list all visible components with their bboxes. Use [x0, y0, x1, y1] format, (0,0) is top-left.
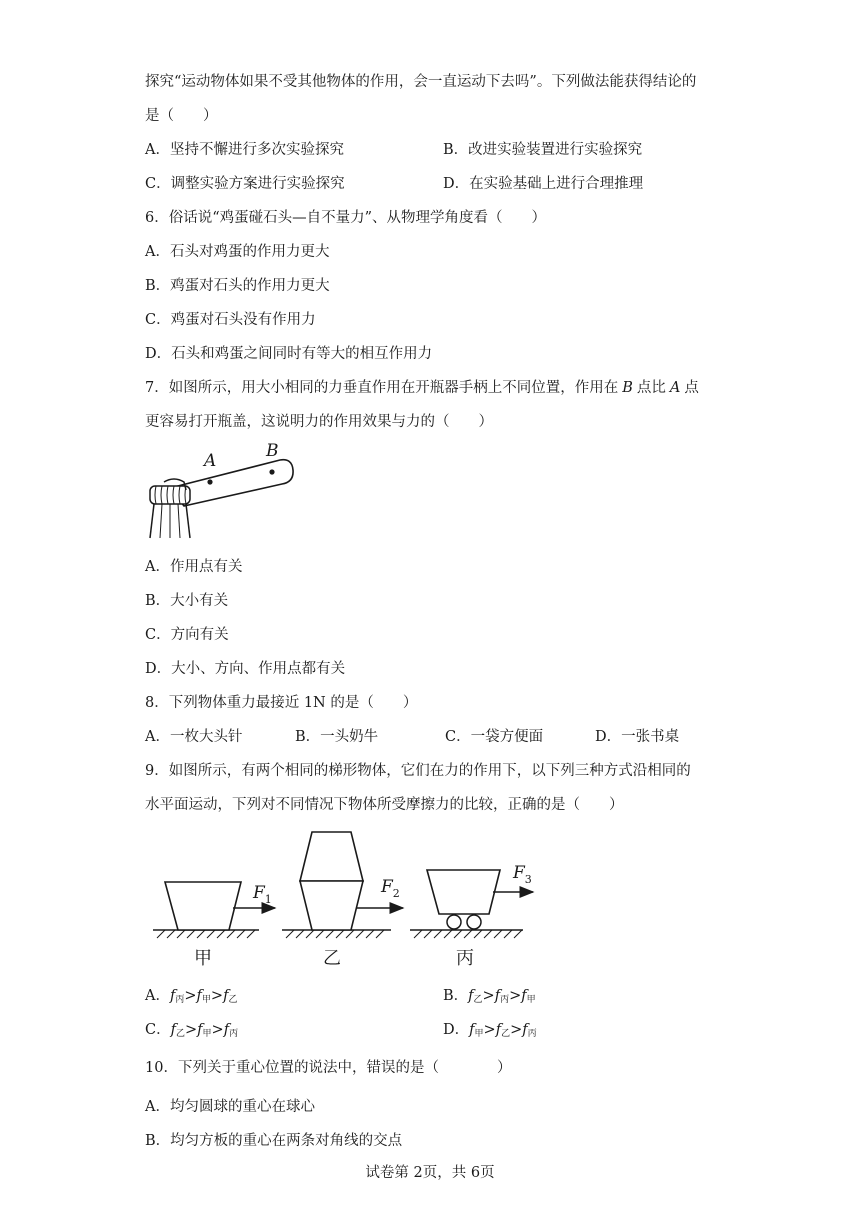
q9-d-prefix: D． [443, 1022, 470, 1038]
label-jia: 甲 [194, 948, 212, 969]
trapezoid-jia [165, 882, 241, 930]
friction-f: f [469, 1022, 475, 1038]
q8-option-c: C．一袋方便面 [445, 729, 544, 745]
friction-f: f [223, 1022, 230, 1038]
bottle-neck-left [150, 504, 154, 538]
friction-f: f [197, 1022, 203, 1038]
friction-sub: 甲 [474, 1029, 484, 1039]
q5-option-d: D．在实验基础上进行合理推理 [443, 176, 644, 192]
friction-sub: 乙 [473, 995, 483, 1005]
friction-sub: 乙 [228, 995, 238, 1005]
q7-stem-line1 [145, 378, 699, 398]
wheel-right [467, 915, 481, 929]
bottle-opener-figure [140, 438, 310, 543]
q6-option-c: C．鸡蛋对石头没有作用力 [145, 312, 316, 328]
friction-f: f [169, 988, 176, 1004]
force-label-f1 [252, 883, 272, 906]
q7-stem-part1: 7．如图所示，用大小相同的力垂直作用在开瓶器手柄上不同位置，作用在 [145, 380, 619, 396]
q7-option-b: B．大小有关 [145, 593, 229, 609]
q6-stem: 6．俗话说“鸡蛋碰石头—自不量力”、从物理学角度看（ ） [145, 210, 547, 226]
ground-hatch-yi [286, 930, 384, 938]
gt-sign: > [482, 988, 495, 1004]
force-sub-1: 1 [264, 893, 272, 906]
figure-label-b: B [266, 441, 279, 461]
q6-option-d: D．石头和鸡蛋之间同时有等大的相互作用力 [145, 346, 433, 362]
friction-sub: 甲 [526, 995, 536, 1005]
q7-stem-part2: 点比 [636, 380, 666, 396]
q5-option-a: A．坚持不懈进行多次实验探究 [145, 142, 344, 158]
q10-option-a: A．均匀圆球的重心在球心 [145, 1099, 315, 1115]
friction-sub: 丙 [500, 995, 510, 1005]
q8-stem: 8．下列物体重力最接近 1N 的是（ ） [145, 695, 418, 711]
force-letter: F [513, 863, 525, 883]
trapezoid-bing [427, 870, 500, 914]
q5-stem-line2: 是（ ） [145, 108, 218, 124]
gt-sign: > [510, 1022, 523, 1038]
q7-option-d: D．大小、方向、作用点都有关 [145, 661, 346, 677]
ground-hatch-bing [414, 930, 522, 938]
q5-option-b: B．改进实验装置进行实验探究 [443, 142, 643, 158]
q9-option-c [145, 1020, 238, 1044]
q5-option-c: C．调整实验方案进行实验探究 [145, 176, 345, 192]
q10-option-b: B．均匀方板的重心在两条对角线的交点 [145, 1133, 403, 1149]
q9-a-prefix: A． [145, 988, 170, 1004]
page-footer: 试卷第 2页，共 6页 [365, 1165, 495, 1181]
q9-option-d [443, 1020, 537, 1044]
force-letter: F [253, 883, 265, 903]
gt-sign: > [184, 988, 197, 1004]
q9-option-a [145, 986, 237, 1010]
q8-option-b: B．一头奶牛 [295, 729, 379, 745]
gt-sign: > [509, 988, 522, 1004]
force-sub-2: 2 [392, 887, 400, 900]
case-bing [410, 863, 533, 969]
q8-option-a: A．一枚大头针 [145, 729, 243, 745]
friction-f: f [495, 1022, 502, 1038]
force-label-f3 [512, 863, 532, 886]
friction-f: f [494, 988, 501, 1004]
q7-stem-line2: 更容易打开瓶盖，这说明力的作用效果与力的（ ） [145, 414, 493, 430]
bottle-line [160, 504, 162, 538]
force-label-f2 [380, 877, 400, 900]
q9-option-b [443, 986, 536, 1010]
q7-stem-part3: 点 [684, 380, 699, 396]
q7-point-a: A [669, 380, 681, 396]
q8-option-d: D．一张书桌 [595, 729, 680, 745]
force-sub-3: 3 [524, 873, 532, 886]
q7-option-a: A．作用点有关 [145, 559, 243, 575]
friction-f: f [522, 1022, 528, 1038]
trapezoid-yi-bottom [300, 881, 363, 930]
bottle-cap [150, 486, 190, 504]
trapezoid-yi-top [300, 832, 363, 881]
friction-sub: 丙 [527, 1029, 537, 1039]
friction-sub: 丙 [175, 995, 185, 1005]
gt-sign: > [211, 1022, 224, 1038]
friction-f: f [170, 1022, 176, 1038]
label-bing: 丙 [456, 948, 474, 969]
figure-label-a: A [204, 451, 217, 471]
ground-hatch-jia [157, 930, 255, 938]
friction-f: f [196, 988, 202, 1004]
wheel-left [447, 915, 461, 929]
friction-sub: 乙 [175, 1029, 185, 1039]
gt-sign: > [210, 988, 224, 1004]
q5-stem-line1: 探究“运动物体如果不受其他物体的作用，会一直运动下去吗”。下列做法能获得结论的 [145, 74, 697, 90]
gt-sign: > [483, 1022, 496, 1038]
friction-f: f [468, 988, 474, 1004]
bottle-line [178, 504, 180, 538]
q6-option-a: A．石头对鸡蛋的作用力更大 [145, 244, 330, 260]
case-jia [153, 882, 275, 969]
friction-sub: 乙 [501, 1029, 511, 1039]
q9-stem-line2: 水平面运动，下列对不同情况下物体所受摩擦力的比较，正确的是（ ） [145, 797, 624, 813]
q9-c-prefix: C． [145, 1022, 171, 1038]
bottle-neck-right [186, 504, 190, 538]
friction-sub: 甲 [202, 1029, 212, 1039]
friction-f: f [521, 988, 527, 1004]
gt-sign: > [185, 1022, 198, 1038]
friction-f: f [223, 988, 229, 1004]
q9-stem-line1: 9．如图所示，有两个相同的梯形物体，它们在力的作用下，以下列三种方式沿相同的 [145, 763, 691, 779]
case-yi [282, 832, 403, 969]
q10-stem: 10．下列关于重心位置的说法中，错误的是（ ） [145, 1060, 512, 1076]
friction-sub: 丙 [229, 1029, 239, 1039]
force-letter: F [381, 877, 393, 897]
q6-option-b: B．鸡蛋对石头的作用力更大 [145, 278, 330, 294]
label-yi: 乙 [323, 948, 341, 969]
q7-point-b: B [622, 380, 633, 396]
q7-option-c: C．方向有关 [145, 627, 229, 643]
friction-figure [145, 826, 545, 974]
point-a-dot [207, 479, 212, 484]
point-b-dot [269, 469, 274, 474]
friction-sub: 甲 [201, 995, 211, 1005]
q9-b-prefix: B． [443, 988, 469, 1004]
